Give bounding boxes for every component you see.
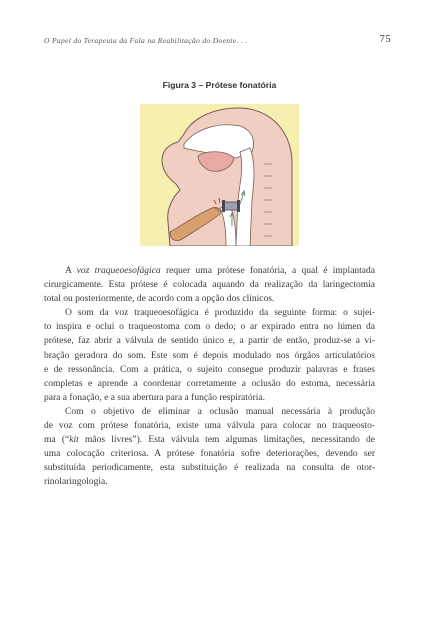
throat-cross-section-drawing: [140, 104, 299, 246]
text-line: substituída periodicamente, esta substituição é realizada na consulta de otor-: [44, 463, 375, 474]
running-title: O Papel do Terapeuta da Fala na Reabilitação do Doente. . .: [44, 36, 248, 45]
text-line: rinolaringologia.: [44, 477, 108, 488]
text-line: cirurgicamente. Esta prótese é colocada aquando da realização da laringectomia: [44, 280, 375, 291]
running-header: [44, 33, 391, 50]
text-line: para a fonação, e a sua abertura para a função respiratória.: [44, 392, 266, 403]
text-line: prótese, faz abrir a válvula de sentido único e, a partir de então, produz-se a vi-: [44, 336, 375, 347]
text-line: bração geradora do som. Este som é depois modulado nos órgãos articulatórios: [44, 350, 375, 361]
body-text: [44, 264, 375, 490]
prosthesis-illustration: [140, 104, 299, 246]
paragraph-1: [44, 264, 375, 306]
text-line: ma (“kit mãos livres”). Esta válvula tem algumas limitações, necessitando de: [44, 435, 375, 446]
text-line: e de ressonância. Com a prática, o sujeito consegue produzir palavras e frases: [44, 364, 375, 375]
page-number: 75: [379, 33, 391, 45]
text-line: Com o objetivo de eliminar a oclusão manual necessária à produção: [65, 406, 375, 417]
voice-prosthesis: [222, 200, 240, 212]
text-line: O som da voz traqueoesofágica é produzido da seguinte forma: o sujei-: [65, 308, 375, 319]
paragraph-3: [44, 405, 375, 490]
text-line: de voz com prótese fonatória, existe uma válvula para colocar no traqueosto-: [44, 421, 375, 432]
figure-caption: Figura 3 – Prótese fonatória: [162, 80, 277, 90]
text-line: A voz traqueoesofágica requer uma prótese fonatória, a qual é implantada: [65, 266, 375, 276]
text-line: uma colocação criteriosa. A prótese fonatória sofre deteriorações, devendo ser: [44, 449, 375, 460]
text-line: total ou posteriormente, de acordo com a opção dos clínicos.: [44, 294, 275, 305]
text-line: to inspira e oclui o traqueostoma com o dedo; o ar expirado entra no lúmen da: [44, 322, 375, 333]
paragraph-2: [44, 306, 375, 405]
text-line: completas e aprende a coordenar corretamente a oclusão do estoma, necessária: [44, 378, 375, 389]
